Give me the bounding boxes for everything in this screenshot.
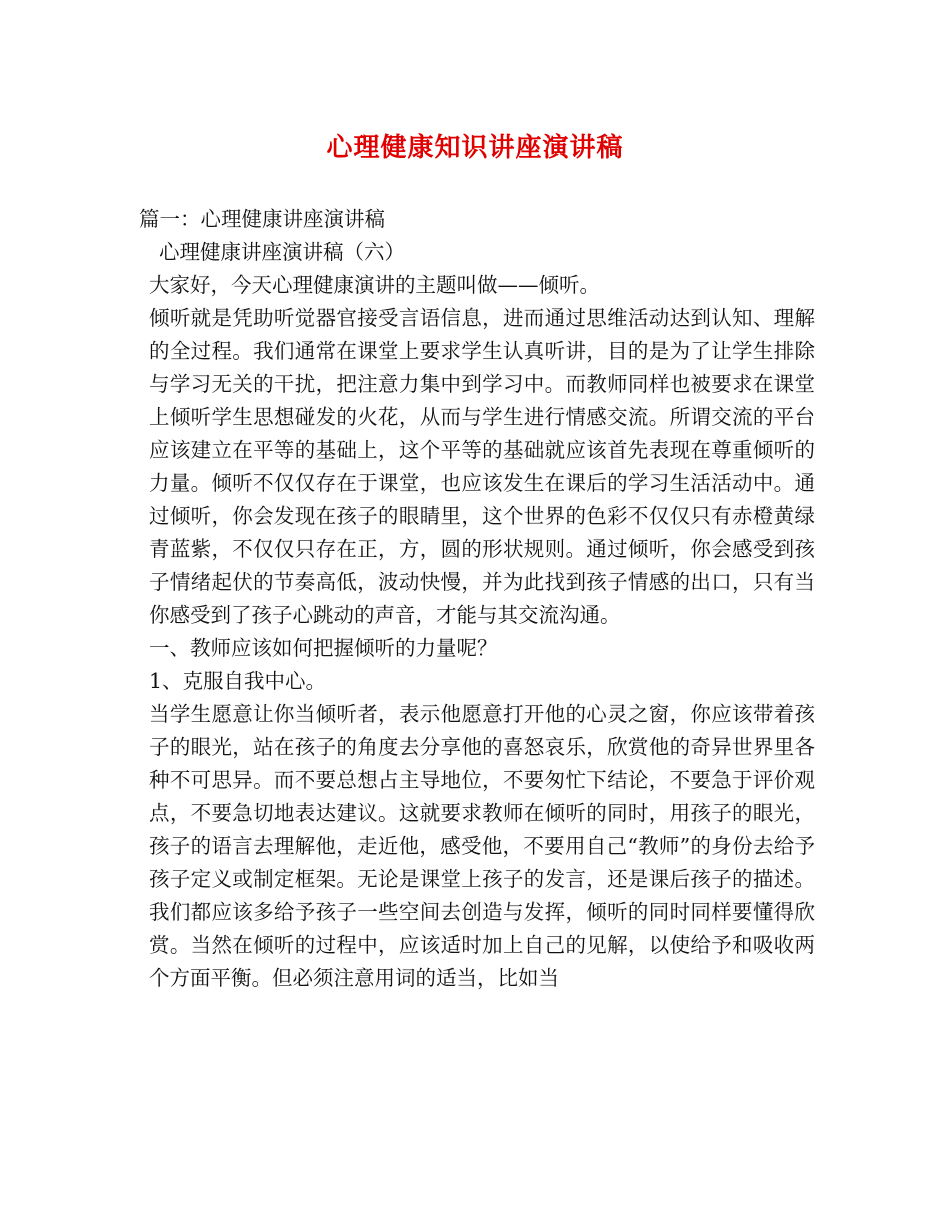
subtitle: 心理健康讲座演讲稿（六） — [159, 240, 405, 264]
document-title: 心理健康知识讲座演讲稿 — [326, 133, 624, 163]
section-question: 一、教师应该如何把握倾听的力量呢？ — [149, 636, 498, 660]
paragraph-self-center: 当学生愿意让你当倾听者，表示他愿意打开他的心灵之窗，你应该带着孩子的眼光，站在孩子的角度去分享他的喜怒哀乐，欣赏他的奇异世界里各种不可思异。而不要总想占主导地位，不要匆忙下结论，不要急于评价观点，不要急切地表达建议。这就要求教师在倾听的同时，用孩子的眼光，孩子的语言去理解他，走近他，感受他，不要用自己“教师”的身份去给予孩子定义或制定框架。无论是课堂上孩子的发言，还是课后孩子的描述。我们都应该多给予孩子一些空间去创造与发挥，倾听的同时同样要懂得欣赏。当然在倾听的过程中，应该适时加上自己的见解，以使给予和吸收两个方面平衡。但必须注意用词的适当，比如当 — [149, 702, 815, 990]
paragraph-greeting: 大家好，今天心理健康演讲的主题叫做——倾听。 — [149, 273, 600, 297]
paragraph-listening-definition: 倾听就是凭助听觉器官接受言语信息，进而通过思维活动达到认知、理解的全过程。我们通常在课堂上要求学生认真听讲，目的是为了让学生排除与学习无关的干扰，把注意力集中到学习中。而教师同样也被要求在课堂上倾听学生思想碰发的火花，从而与学生进行情感交流。所谓交流的平台应该建立在平等的基础上，这个平等的基础就应该首先表现在尊重倾听的力量。倾听不仅仅存在于课堂，也应该发生在课后的学习生活活动中。通过倾听，你会发现在孩子的眼睛里，这个世界的色彩不仅仅只有赤橙黄绿青蓝紫，不仅仅只存在正，方，圆的形状规则。通过倾听，你会感受到孩子情绪起伏的节奏高低，波动快慢，并为此找到孩子情感的出口，只有当你感受到了孩子心跳动的声音，才能与其交流沟通。 — [149, 306, 815, 627]
section-heading: 篇一：心理健康讲座演讲稿 — [139, 207, 385, 231]
document-body — [139, 203, 815, 995]
list-item-heading: 1、克服自我中心。 — [149, 669, 327, 693]
